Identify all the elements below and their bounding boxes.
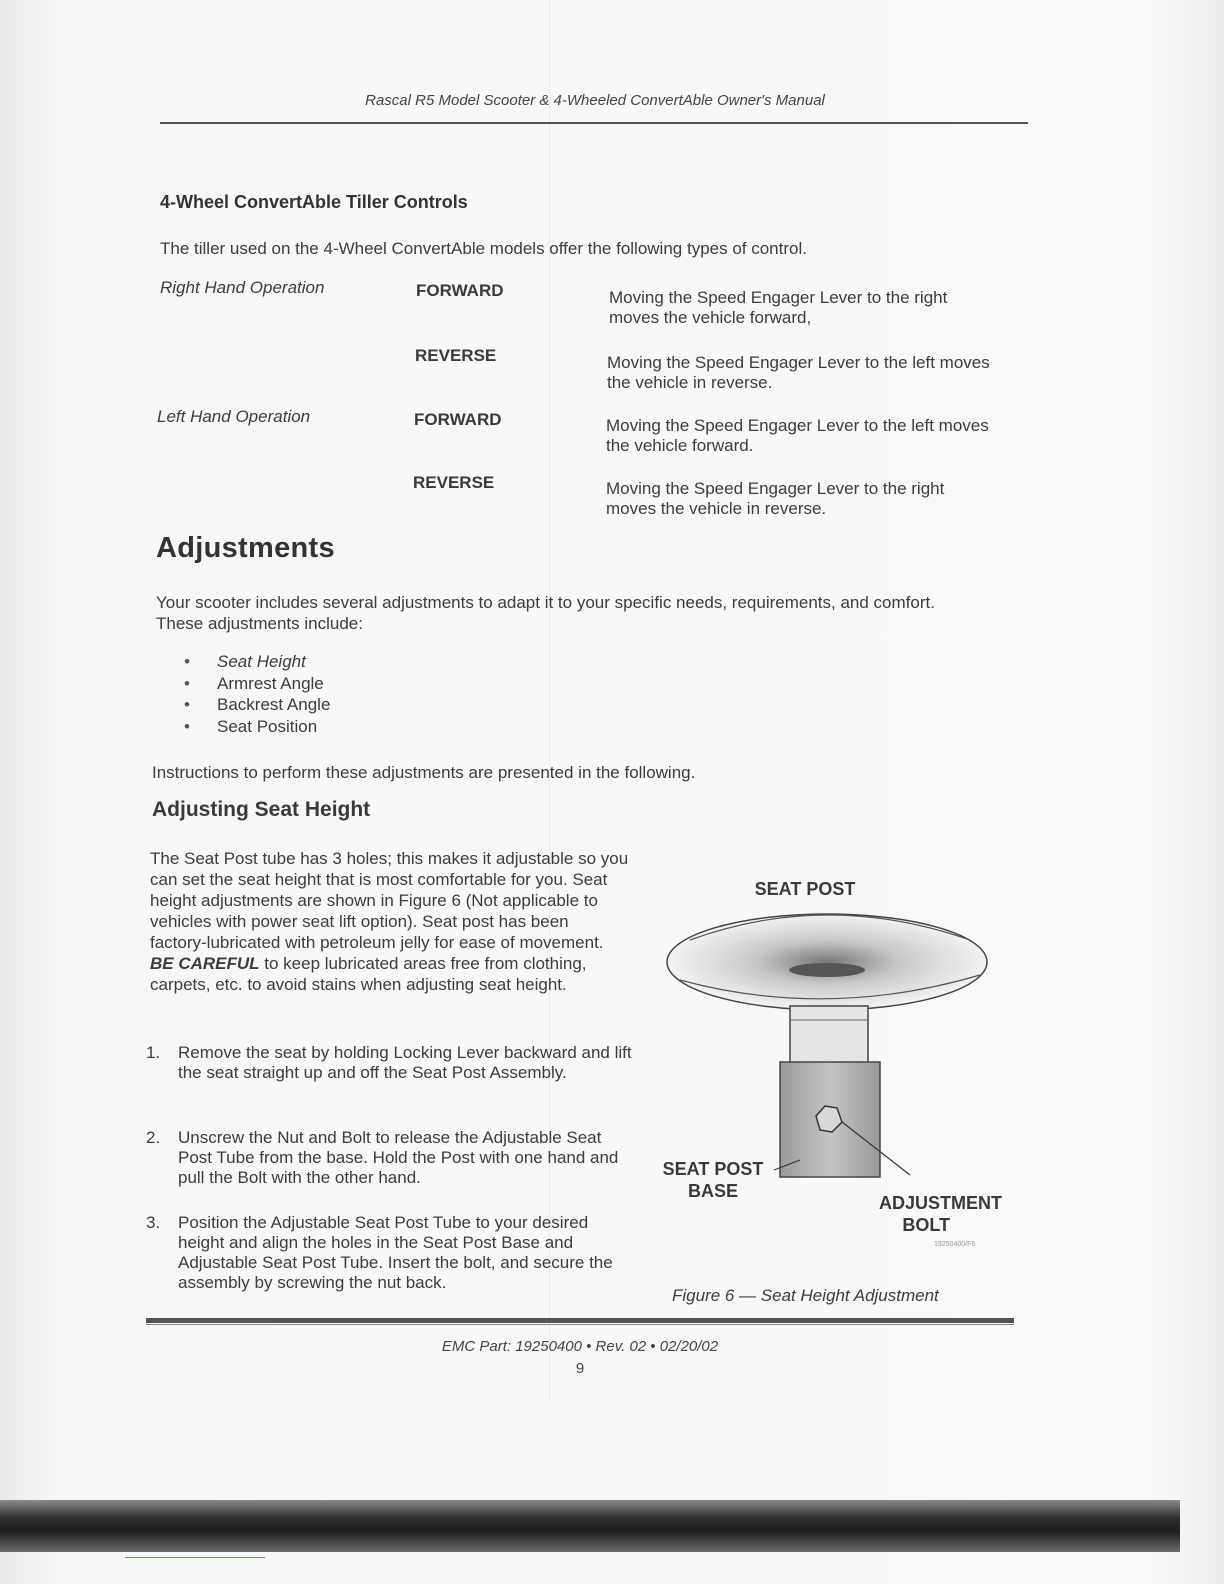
seat-plate	[667, 914, 987, 1010]
seat-height-text-1: The Seat Post tube has 3 holes; this makes it adjustable so you can set the seat height that is most comfortable for you. Seat height adjustments are shown in Figure 6 (Not applicable to vehicles with power seat lift option). Seat post has been factory-lubricated with petroleum jelly for ease of movement.	[150, 849, 629, 952]
tiller-intro: The tiller used on the 4-Wheel ConvertAble models offer the following types of control.	[160, 239, 807, 258]
right-reverse-label: REVERSE	[415, 346, 497, 365]
step-2	[146, 1128, 636, 1188]
page-number: 9	[575, 1360, 585, 1377]
step-number: 3.	[146, 1213, 161, 1232]
step-1	[146, 1043, 636, 1083]
footer-rule-thin	[146, 1324, 1014, 1325]
footer-part-number: EMC Part: 19250400 • Rev. 02 • 02/20/02	[441, 1338, 719, 1355]
seat-post-base-label-line1: SEAT POST	[662, 1159, 764, 1179]
seat-post-label: SEAT POST	[754, 879, 856, 899]
step-number: 1.	[146, 1043, 161, 1062]
left-reverse-label: REVERSE	[413, 473, 495, 492]
list-item: • Seat Height	[184, 651, 330, 673]
header-rule	[160, 122, 1028, 124]
left-reverse-description: Moving the Speed Engager Lever to the right moves the vehicle in reverse.	[606, 479, 945, 518]
left-forward-label: FORWARD	[414, 410, 502, 429]
list-item: • Backrest Angle	[184, 694, 330, 716]
seat-height-paragraph	[150, 848, 630, 995]
tiller-controls-heading: 4-Wheel ConvertAble Tiller Controls	[160, 192, 468, 212]
seat-height-text-2: to keep lubricated areas free from clothing, carpets, etc. to avoid stains when adjusting seat height.	[150, 954, 587, 994]
step-3	[146, 1213, 636, 1293]
figure-code: 19250400/F6	[934, 1241, 976, 1248]
adjustment-bolt-label-line1: ADJUSTMENT	[878, 1193, 1002, 1213]
adjustments-list	[184, 651, 330, 737]
list-item: • Seat Position	[184, 716, 330, 738]
step-text: Remove the seat by holding Locking Lever backward and lift the seat straight up and off the Seat Post Assembly.	[178, 1043, 632, 1082]
running-header: Rascal R5 Model Scooter & 4-Wheeled ConvertAble Owner's Manual	[365, 92, 825, 109]
step-number: 2.	[146, 1128, 161, 1147]
seat-post-base-label	[648, 1158, 778, 1202]
right-forward-label: FORWARD	[416, 281, 504, 300]
right-hand-operation-label: Right Hand Operation	[160, 278, 325, 297]
right-forward-description: Moving the Speed Engager Lever to the right moves the vehicle forward,	[609, 288, 948, 327]
seat-post-tube	[790, 1006, 868, 1068]
step-text: Position the Adjustable Seat Post Tube to your desired height and align the holes in the Seat Post Base and Adjustable Seat Post Tube. Insert the bolt, and secure the assembly by screwing the nut back.	[178, 1213, 613, 1292]
adjustments-following: Instructions to perform these adjustments are presented in the following.	[152, 763, 696, 782]
scan-edge-shadow	[0, 1500, 1180, 1552]
scan-artifact-line	[125, 1557, 265, 1558]
be-careful-emphasis: BE CAREFUL	[150, 954, 260, 973]
footer-rule	[146, 1318, 1014, 1323]
seat-post-base-label-line2: BASE	[687, 1181, 738, 1201]
right-reverse-description: Moving the Speed Engager Lever to the left moves the vehicle in reverse.	[607, 353, 990, 392]
list-item: • Armrest Angle	[184, 673, 330, 695]
step-text: Unscrew the Nut and Bolt to release the Adjustable Seat Post Tube from the base. Hold the Post with one hand and pull the Bolt with the other hand.	[178, 1128, 619, 1187]
adjustments-heading: Adjustments	[156, 532, 335, 564]
figure-caption: Figure 6 — Seat Height Adjustment	[672, 1286, 939, 1305]
seat-height-heading: Adjusting Seat Height	[152, 798, 371, 821]
left-hand-operation-label: Left Hand Operation	[157, 407, 311, 426]
adjustment-bolt-label	[842, 1192, 1002, 1236]
scan-fold-line	[549, 0, 550, 1400]
adjustment-bolt-label-line2: BOLT	[902, 1215, 950, 1235]
adjustments-intro: Your scooter includes several adjustments to adapt it to your specific needs, requirements, and comfort. These adjustments include:	[156, 593, 935, 633]
left-forward-description: Moving the Speed Engager Lever to the left moves the vehicle forward.	[606, 416, 989, 455]
